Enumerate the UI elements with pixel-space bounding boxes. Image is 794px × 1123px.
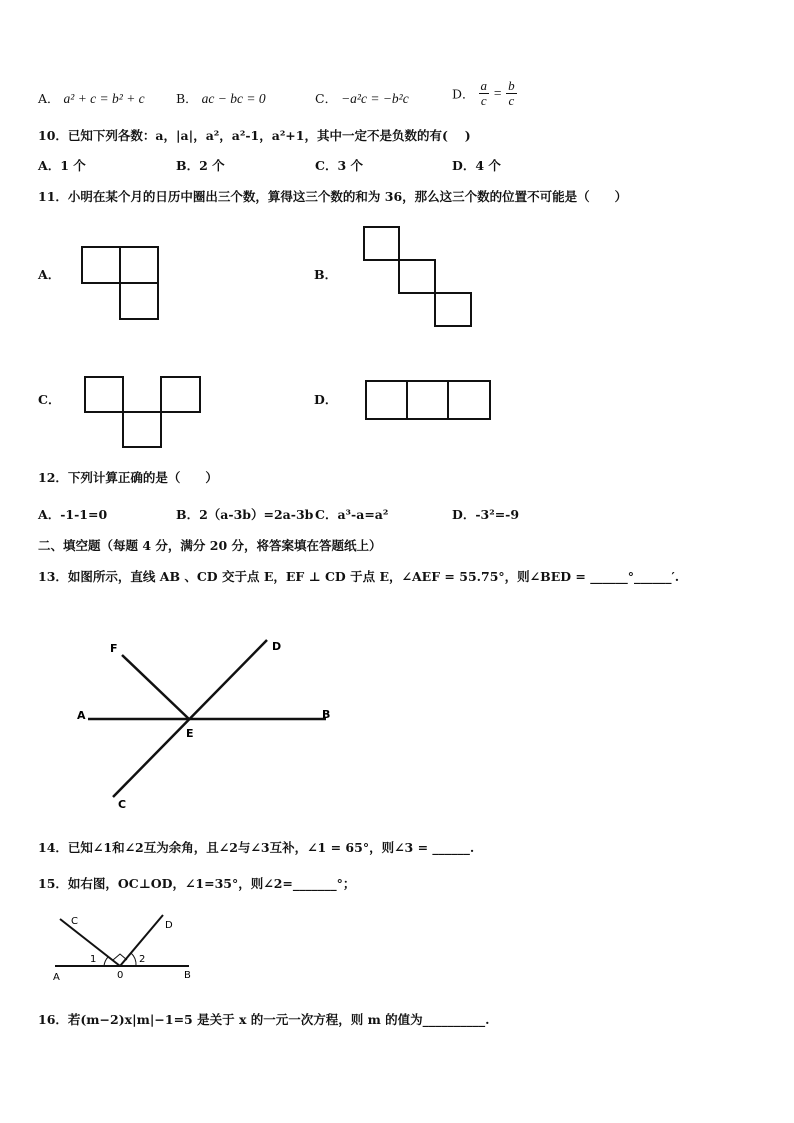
q10-option-c-letter: C．	[315, 158, 338, 173]
q9-option-c-expr: −a²c = −b²c	[341, 91, 409, 106]
q15-stem: 15．如右图，OC⊥OD，∠1=35°，则∠2=_______°；	[38, 876, 356, 891]
q14-stem: 14．已知∠1和∠2互为余角，且∠2与∠3互补，∠1 = 65°，则∠3 = ______.	[38, 840, 475, 855]
q9-option-a-letter: A．	[38, 91, 60, 106]
q13-label-f: F	[110, 642, 118, 655]
q11-label-a: A．	[38, 267, 61, 282]
q13-label-d: D	[272, 640, 282, 653]
q12-option-b-text: 2（a-3b）=2a-3b	[199, 507, 314, 522]
q10-stem: 10．已知下列各数：a，|a|，a²，a²-1，a²+1，其中一定不是负数的有( )	[38, 128, 471, 143]
q10-option-c-text: 3 个	[337, 158, 364, 173]
q15-label-c: C	[71, 916, 78, 927]
q13-label-b: B	[322, 708, 331, 721]
q15-label-2: 2	[139, 954, 146, 965]
q12-option-d-text: -3²=-9	[475, 507, 520, 522]
q9-option-d-num-b: b	[508, 78, 515, 93]
q15-label-o: 0	[117, 970, 124, 981]
q13-label-c: C	[118, 798, 127, 811]
q11-label-d: D．	[314, 392, 338, 407]
section-heading: 二、填空题（每题 4 分，满分 20 分，将答案填在答题纸上）	[38, 538, 382, 553]
q12-option-a-text: -1-1=0	[60, 507, 108, 522]
q10-option-b-letter: B．	[176, 158, 200, 173]
q9-option-d-letter: D．	[452, 86, 475, 102]
q12-option-c-text: a³-a=a²	[337, 507, 389, 522]
q13-stem: 13．如图所示，直线 AB 、CD 交于点 E，EF ⊥ CD 于点 E，∠AEF = 55.75°，则∠BED = ______°______′.	[38, 569, 680, 584]
q11-label-b: B．	[314, 267, 338, 282]
q12-option-a-letter: A．	[38, 507, 61, 522]
q9-option-d-den-b: c	[508, 93, 515, 108]
q10-option-a-letter: A．	[38, 158, 61, 173]
q15-angle-2-arc	[131, 953, 136, 966]
q10-option-b-text: 2 个	[199, 158, 225, 173]
q10-option-d-text: 4 个	[475, 158, 501, 173]
q9-option-b-letter: B．	[176, 91, 198, 106]
q10-option-d-letter: D．	[452, 158, 476, 173]
q15-label-b: B	[184, 970, 191, 981]
q12-option-c-letter: C．	[315, 507, 338, 522]
q11-label-c: C．	[38, 392, 61, 407]
q15-label-1: 1	[90, 954, 97, 965]
q15-label-a: A	[53, 972, 60, 983]
q13-label-a: A	[77, 709, 86, 722]
q12-option-b-letter: B．	[176, 507, 200, 522]
q15-angle-1-arc	[104, 957, 108, 966]
q12-stem: 12．下列计算正确的是（ ）	[38, 470, 218, 485]
q9-option-a-expr: a² + c = b² + c	[63, 91, 145, 106]
q9-option-d-eq: =	[493, 85, 503, 101]
q9-option-c-letter: C．	[315, 91, 338, 106]
q9-option-d-num-a: a	[480, 78, 488, 93]
q11-stem: 11．小明在某个月的日历中圈出三个数，算得这三个数的和为 36，那么这三个数的位置不可能是（ ）	[38, 189, 628, 204]
q13-label-e: E	[186, 727, 194, 740]
q12-option-d-letter: D．	[452, 507, 476, 522]
q10-option-a-text: 1 个	[60, 158, 86, 173]
q16-stem: 16．若(m−2)x|m|−1=5 是关于 x 的一元一次方程，则 m 的值为__________.	[38, 1012, 490, 1027]
q15-label-d: D	[165, 920, 173, 931]
q9-option-b-expr: ac − bc = 0	[201, 91, 266, 106]
q9-option-d-den-a: c	[480, 93, 487, 108]
